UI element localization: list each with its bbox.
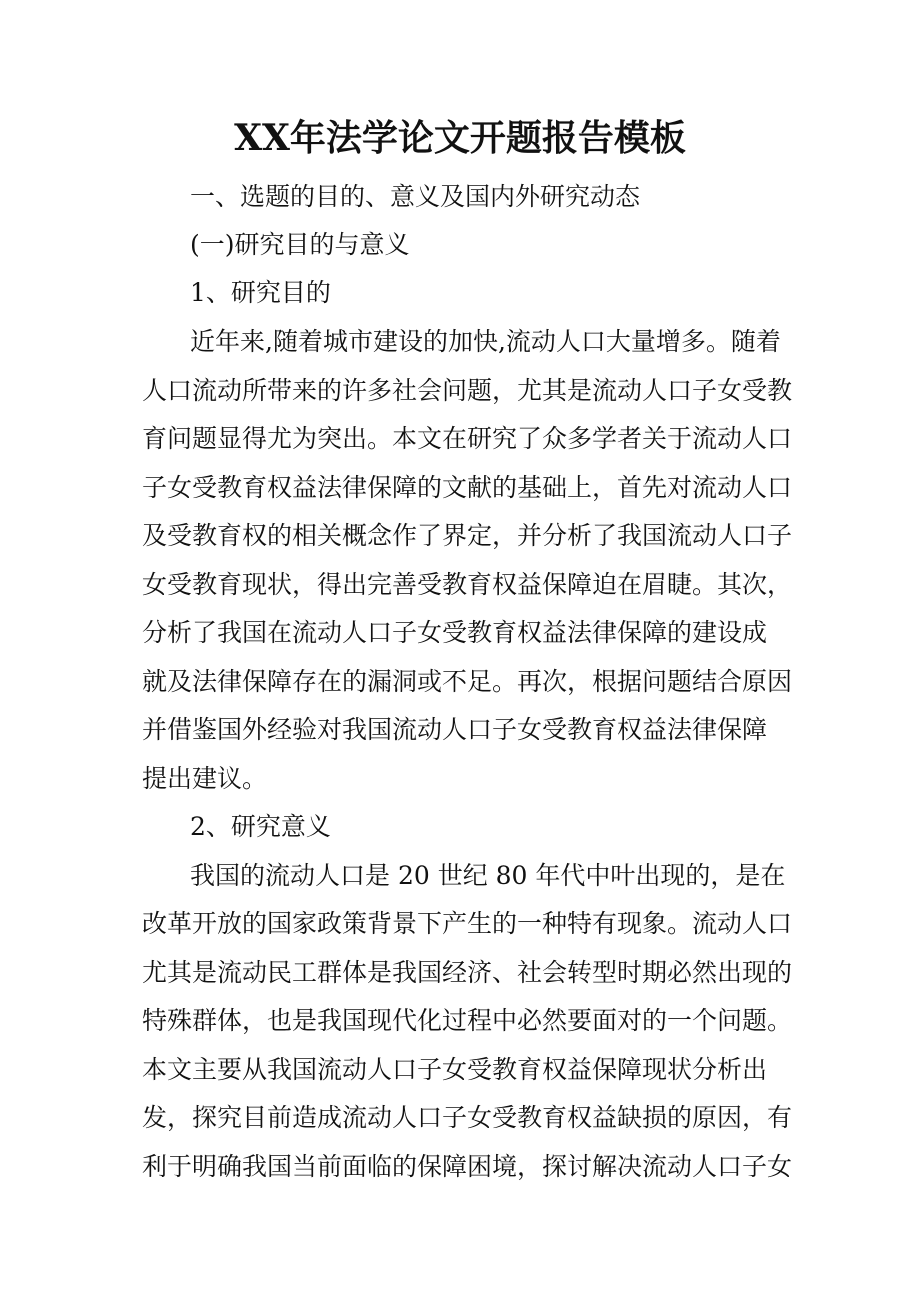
paragraph-line: 本文主要从我国流动人口子女受教育权益保障现状分析出: [142, 1055, 768, 1084]
paragraph-line: 并借鉴国外经验对我国流动人口子女受教育权益法律保障: [142, 715, 768, 744]
paragraph-line: 就及法律保障存在的漏洞或不足。再次，根据问题结合原因: [142, 667, 793, 696]
paragraph-line: 我国的流动人口是 20 世纪 80 年代中叶出现的，是在: [190, 861, 786, 890]
document-title: XX年法学论文开题报告模板: [234, 117, 686, 159]
section-heading: 一、选题的目的、意义及国内外研究动态: [190, 182, 641, 211]
paragraph-line: 女受教育现状，得出完善受教育权益保障迫在眉睫。其次，: [142, 570, 793, 599]
paragraph-line: 育问题显得尤为突出。本文在研究了众多学者关于流动人口: [142, 424, 793, 453]
paragraph-line: 利于明确我国当前面临的保障困境，探讨解决流动人口子女: [142, 1152, 793, 1181]
item1-heading: 1、研究目的: [190, 278, 331, 307]
paragraph-line: 近年来,随着城市建设的加快,流动人口大量增多。随着: [190, 327, 781, 356]
paragraph-line: 提出建议。: [142, 764, 268, 793]
paragraph-line: 人口流动所带来的许多社会问题，尤其是流动人口子女受教: [142, 376, 793, 405]
paragraph-line: 改革开放的国家政策背景下产生的一种特有现象。流动人口: [142, 909, 793, 938]
paragraph-line: 及受教育权的相关概念作了界定，并分析了我国流动人口子: [142, 521, 793, 550]
paragraph-line: 子女受教育权益法律保障的文献的基础上，首先对流动人口: [142, 473, 793, 502]
subsection-heading: (一)研究目的与意义: [190, 230, 410, 259]
paragraph-line: 特殊群体，也是我国现代化过程中必然要面对的一个问题。: [142, 1006, 793, 1035]
item2-heading: 2、研究意义: [190, 812, 331, 841]
paragraph-line: 发，探究目前造成流动人口子女受教育权益缺损的原因，有: [142, 1103, 793, 1132]
paragraph-line: 尤其是流动民工群体是我国经济、社会转型时期必然出现的: [142, 958, 793, 987]
paragraph-line: 分析了我国在流动人口子女受教育权益法律保障的建设成: [142, 618, 768, 647]
